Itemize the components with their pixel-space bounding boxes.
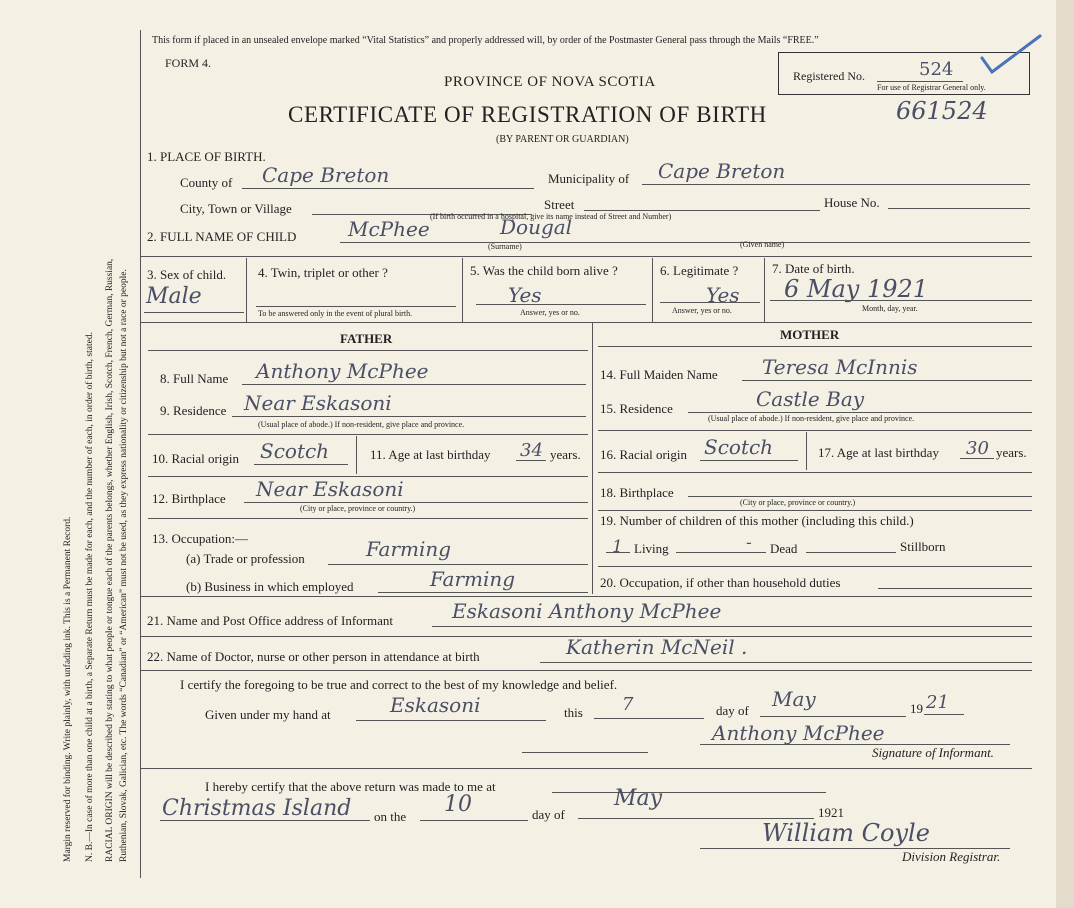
informant-line <box>432 626 1032 627</box>
legitimate-line <box>660 302 760 303</box>
father-racial-value: Scotch <box>260 439 330 463</box>
father-age-unit: years. <box>550 447 581 462</box>
father-birthplace-value: Near Eskasoni <box>256 477 404 501</box>
day-line <box>594 718 704 719</box>
province-heading: PROVINCE OF NOVA SCOTIA <box>444 74 656 90</box>
mother-birthplace-label: 18. Birthplace <box>600 485 674 500</box>
mother-residence-line <box>688 412 1032 413</box>
legitimate-value: Yes <box>706 283 740 307</box>
year-prefix: 19 <box>910 701 923 716</box>
municipality-value: Cape Breton <box>658 159 786 183</box>
parents-top-rule <box>140 322 1032 323</box>
child-given-name: Dougal <box>500 215 573 239</box>
city-label: City, Town or Village <box>180 201 292 216</box>
year-suffix: 21 <box>926 692 949 713</box>
mother-age-label: 17. Age at last birthday <box>818 445 939 460</box>
row-3-divider-2 <box>462 258 463 322</box>
informant-value: Eskasoni Anthony McPhee <box>452 599 722 623</box>
registered-underline <box>877 81 963 82</box>
mother-children-label: 19. Number of children of this mother (including this child.) <box>600 513 914 528</box>
title-handwritten-number: 661524 <box>896 97 988 125</box>
father-residence-value: Near Eskasoni <box>244 391 392 415</box>
doctor-label: 22. Name of Doctor, nurse or other person in attendance at birth <box>147 649 480 664</box>
father-trade-value: Farming <box>366 537 452 561</box>
mother-occupation-line <box>878 588 1032 589</box>
father-name-line <box>242 384 586 385</box>
father-row-rule-1 <box>148 434 588 435</box>
racial-origin-note-2: Ruthenian, Slovak, Galician, etc. The words “Canadian” or “American” must not be used, as they express nationality or citizenship but not a race or people. <box>119 269 129 862</box>
day-of-label: day of <box>716 703 749 718</box>
certificate-subtitle: (BY PARENT OR GUARDIAN) <box>496 134 629 145</box>
mother-residence-value: Castle Bay <box>756 387 865 411</box>
registrar-top-rule <box>140 768 1032 769</box>
mother-row-rule-3 <box>598 510 1032 511</box>
municipality-label: Municipality of <box>548 171 630 186</box>
mother-birthplace-line <box>688 496 1032 497</box>
mother-stillborn-line <box>806 552 896 553</box>
registrar-signature: William Coyle <box>762 819 930 847</box>
mother-living-line <box>606 552 630 553</box>
registrar-place-value: Christmas Island <box>162 796 352 821</box>
mother-age-unit: years. <box>996 445 1027 460</box>
father-residence-line <box>232 416 586 417</box>
father-birthplace-line <box>244 502 588 503</box>
registrar-year-value: 1921 <box>818 805 844 820</box>
father-birthplace-note: (City or place, province or country.) <box>300 504 416 513</box>
house-label: House No. <box>824 195 880 210</box>
father-age-value: 34 <box>520 440 543 461</box>
mother-residence-label: 15. Residence <box>600 401 673 416</box>
twin-label: 4. Twin, triplet or other ? <box>258 265 388 280</box>
father-age-label: 11. Age at last birthday <box>370 447 491 462</box>
registrar-certify-text: I hereby certify that the above return was made to me at <box>205 779 496 794</box>
row-3-divider-1 <box>246 258 247 322</box>
alive-label: 5. Was the child born alive ? <box>470 263 618 278</box>
alive-line <box>476 304 646 305</box>
this-label: this <box>564 705 583 720</box>
mother-racial-value: Scotch <box>704 435 774 459</box>
mother-age-value: 30 <box>966 438 989 459</box>
certificate-title: CERTIFICATE OF REGISTRATION OF BIRTH <box>288 102 767 127</box>
county-value: Cape Breton <box>262 163 390 187</box>
father-racial-label: 10. Racial origin <box>152 451 240 466</box>
check-mark-icon <box>980 32 1044 76</box>
mother-birthplace-note: (City or place, province or country.) <box>740 498 856 507</box>
child-name-line <box>340 242 1030 243</box>
twin-line <box>256 306 456 307</box>
sex-value: Male <box>146 284 202 309</box>
mother-name-line <box>742 380 1032 381</box>
mother-dead-line <box>676 552 766 553</box>
registrar-month-value: May <box>614 786 663 811</box>
doctor-bottom-rule <box>140 670 1032 671</box>
mother-row-rule-4 <box>598 566 1032 567</box>
doctor-line <box>540 662 1032 663</box>
hospital-note: (If birth occurred in a hospital, give its name instead of Street and Number) <box>430 212 672 221</box>
mother-row-rule-2 <box>598 472 1032 473</box>
house-line <box>888 208 1030 209</box>
father-heading: FATHER <box>340 331 393 346</box>
registrar-day-of-label: day of <box>532 807 565 822</box>
registered-number: 524 <box>919 59 954 80</box>
given-place-value: Eskasoni <box>390 693 481 717</box>
registrar-place-line-1 <box>552 792 826 793</box>
father-business-label: (b) Business in which employed <box>186 579 354 594</box>
mother-racial-divider <box>806 432 807 470</box>
county-line <box>242 188 534 189</box>
informant-top-rule <box>140 596 1032 597</box>
alive-value: Yes <box>508 283 542 307</box>
father-heading-rule <box>148 350 588 351</box>
mother-dead-value: - <box>746 533 752 553</box>
day-value: 7 <box>622 694 634 715</box>
row-3-top-rule <box>140 256 1032 257</box>
alive-note: Answer, yes or no. <box>520 308 580 317</box>
paper-edge <box>1056 0 1074 908</box>
given-label: Given under my hand at <box>205 707 331 722</box>
form-number: FORM 4. <box>165 56 212 70</box>
margin-rule <box>140 30 141 878</box>
father-residence-label: 9. Residence <box>160 403 227 418</box>
sex-line <box>144 312 244 313</box>
registrar-place-line-2 <box>160 820 370 821</box>
father-trade-label: (a) Trade or profession <box>186 551 305 566</box>
informant-label: 21. Name and Post Office address of Informant <box>147 613 393 628</box>
father-trade-line <box>328 564 588 565</box>
surname-note: (Surname) <box>488 242 522 251</box>
row-3-divider-3 <box>652 258 653 322</box>
dob-value: 6 May 1921 <box>784 275 929 303</box>
father-birthplace-label: 12. Birthplace <box>152 491 226 506</box>
father-business-line <box>378 592 588 593</box>
registrar-on-label: on the <box>374 809 407 824</box>
side-notes <box>62 12 148 882</box>
place-of-birth-label: 1. PLACE OF BIRTH. <box>147 149 266 164</box>
racial-origin-note-1: RACIAL ORIGIN will be described by stating to what people or tongue each of the parents belongs, whether English, Irish, Scotch, French, German, Russian, <box>105 258 115 862</box>
mother-racial-line <box>700 460 798 461</box>
certify-text: I certify the foregoing to be true and correct to the best of my knowledge and belief. <box>180 677 618 692</box>
registered-label: Registered No. <box>793 69 865 83</box>
registrar-day-value: 10 <box>444 792 472 817</box>
child-name-label: 2. FULL NAME OF CHILD <box>147 229 297 244</box>
father-name-value: Anthony McPhee <box>256 359 429 383</box>
parents-divider <box>592 322 593 594</box>
mother-racial-label: 16. Racial origin <box>600 447 688 462</box>
child-surname: McPhee <box>348 217 430 241</box>
nb-note: N. B.—In case of more than one child at a birth, a Separate Return must be made for each, and the number of each, in order of birth, stated. <box>85 332 95 862</box>
row-3-divider-4 <box>764 258 765 322</box>
father-racial-divider <box>356 436 357 474</box>
father-racial-line <box>254 464 348 465</box>
mother-heading: MOTHER <box>780 327 840 342</box>
mother-occupation-label: 20. Occupation, if other than household duties <box>600 575 841 590</box>
stamp-line <box>522 752 648 753</box>
street-line <box>584 210 820 211</box>
father-name-label: 8. Full Name <box>160 371 229 386</box>
informant-signature-label: Signature of Informant. <box>872 745 994 760</box>
given-place-line <box>356 720 546 721</box>
informant-signature: Anthony McPhee <box>712 721 885 745</box>
given-name-note: (Given name) <box>740 240 785 249</box>
legitimate-note: Answer, yes or no. <box>672 306 732 315</box>
registered-note: For use of Registrar General only. <box>877 83 986 92</box>
margin-note: Margin reserved for binding. Write plainly, with unfading ink. This is a Permanent Record. <box>63 516 73 862</box>
mother-dead-label: Dead <box>770 541 798 556</box>
mother-name-value: Teresa McInnis <box>762 355 918 379</box>
registrar-day-line <box>420 820 528 821</box>
mother-heading-rule <box>598 346 1032 347</box>
mother-name-label: 14. Full Maiden Name <box>600 367 718 382</box>
county-label: County of <box>180 175 233 190</box>
mother-living-value: 1 <box>612 537 623 557</box>
legitimate-label: 6. Legitimate ? <box>660 263 739 278</box>
father-occupation-label: 13. Occupation:— <box>152 531 249 546</box>
father-row-rule-3 <box>148 518 588 519</box>
dob-label: 7. Date of birth. <box>772 261 855 276</box>
municipality-line <box>642 184 1030 185</box>
mail-notice: This form if placed in an unsealed envelope marked “Vital Statistics” and properly addressed will, by order of the Postmaster General pass through the Mails “FREE.” <box>152 35 819 46</box>
sex-label: 3. Sex of child. <box>147 267 227 282</box>
doctor-value: Katherin McNeil . <box>566 635 748 659</box>
mother-living-label: Living <box>634 541 669 556</box>
twin-note: To be answered only in the event of plural birth. <box>258 309 413 318</box>
street-label: Street <box>544 197 575 212</box>
dob-note: Month, day, year. <box>862 304 918 313</box>
father-residence-note: (Usual place of abode.) If non-resident, give place and province. <box>258 420 465 429</box>
registrar-title: Division Registrar. <box>902 849 1001 864</box>
month-line <box>760 716 906 717</box>
mother-residence-note: (Usual place of abode.) If non-resident, give place and province. <box>708 414 915 423</box>
father-business-value: Farming <box>430 567 516 591</box>
mother-row-rule-1 <box>598 430 1032 431</box>
month-value: May <box>772 687 816 711</box>
mother-stillborn-label: Stillborn <box>900 539 946 554</box>
dob-line <box>770 300 1032 301</box>
year-line <box>924 714 964 715</box>
